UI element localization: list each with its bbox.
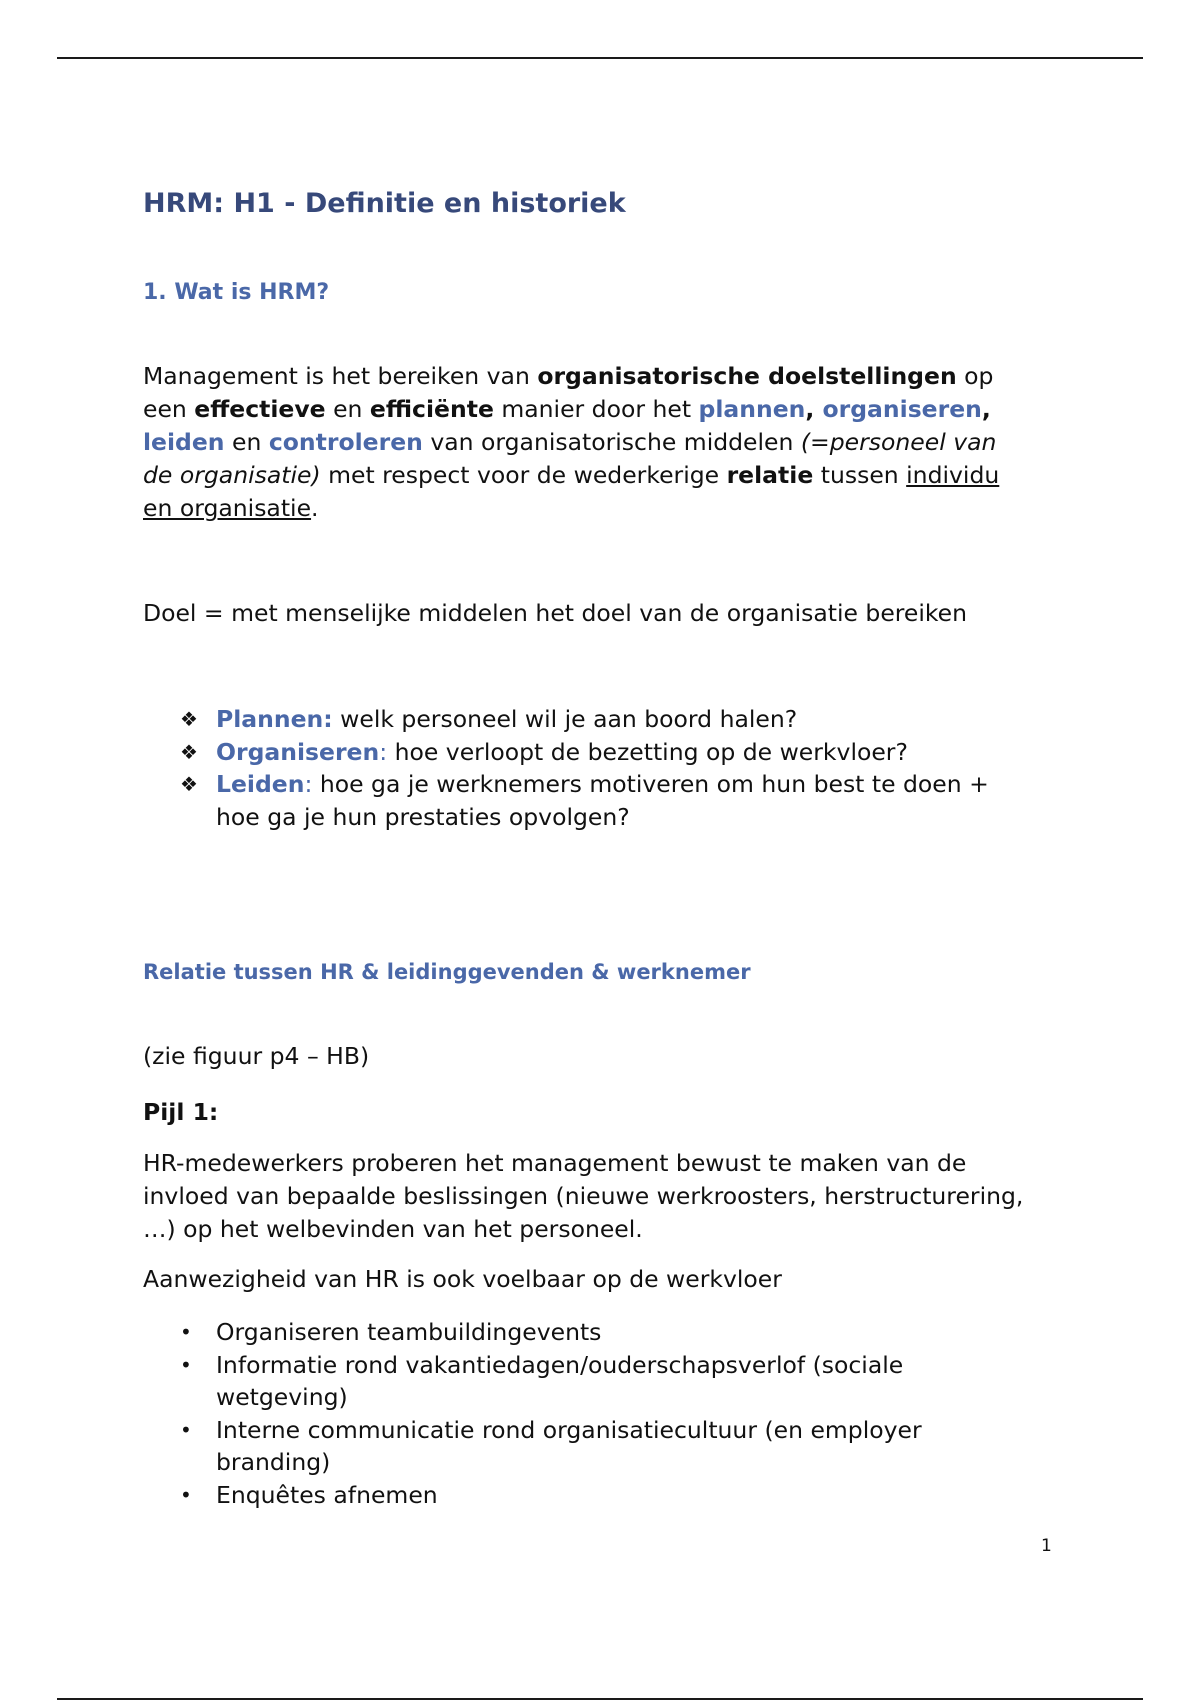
bold-term: relatie <box>726 461 814 489</box>
function-description: hoe ga je werknemers motiveren om hun best te doen + <box>312 770 989 798</box>
bullet-icon: • <box>180 1417 192 1442</box>
definition-paragraph <box>143 360 1063 525</box>
goal-statement: Doel = met menselijke middelen het doel van de organisatie bereiken <box>143 599 968 627</box>
function-term: Plannen: <box>216 705 333 733</box>
function-term: Organiseren <box>216 737 380 766</box>
underlined-run: individu <box>906 461 1000 489</box>
definition-line-4 <box>143 459 1063 492</box>
list-item <box>180 1414 922 1479</box>
list-item-continuation: wetgeving) <box>216 1383 348 1411</box>
bold-term: organisatorische doelstellingen <box>537 362 957 390</box>
underlined-run: en organisatie <box>143 494 312 522</box>
list-item <box>180 703 989 736</box>
text-run: Management is het bereiken van <box>143 362 538 390</box>
list-item <box>180 1479 922 1512</box>
text-run: met respect voor de wederkerige <box>320 461 727 489</box>
list-item-line <box>216 703 989 736</box>
definition-line-1 <box>143 360 1063 393</box>
header-rule <box>57 57 1143 59</box>
bullet-icon: • <box>180 1320 192 1344</box>
page-title: HRM: H1 - Definitie en historiek <box>143 188 626 219</box>
section-heading: 1. Wat is HRM? <box>143 280 330 305</box>
diamond-bullet-icon: ❖ <box>180 707 198 731</box>
list-item-line <box>216 768 989 801</box>
text-run: : <box>304 770 313 798</box>
subsection-heading: Relatie tussen HR & leidinggevenden & werknemer <box>143 960 751 984</box>
list-item-line: Interne communicatie rond organisatiecultuur (en employer <box>216 1415 922 1444</box>
text-run: van organisatorische middelen <box>422 428 801 456</box>
accent-term: leiden <box>143 428 225 456</box>
italic-run: de organisatie) <box>143 461 321 489</box>
function-description: hoe verloopt de bezetting op de werkvloer? <box>387 737 908 766</box>
function-description: welk personeel wil je aan boord halen? <box>332 705 798 733</box>
italic-run: (=personeel van <box>800 428 997 456</box>
text-run: : <box>379 737 388 766</box>
text-run: , <box>981 395 991 423</box>
functions-list <box>180 703 989 833</box>
list-item <box>180 1349 922 1414</box>
list-item <box>180 1316 922 1349</box>
hr-activities-list <box>180 1316 922 1511</box>
accent-term: controleren <box>268 428 423 456</box>
list-item-line: Enquêtes afnemen <box>216 1480 438 1509</box>
text-run: , <box>805 395 823 423</box>
accent-term: organiseren <box>822 395 982 423</box>
list-item-line: Informatie rond vakantiedagen/ouderschapsverlof (sociale <box>216 1350 904 1379</box>
hr-presence-statement: Aanwezigheid van HR is ook voelbaar op de werkvloer <box>143 1265 782 1293</box>
text-run: en <box>224 428 269 456</box>
list-item <box>180 768 989 833</box>
text-run: een <box>143 395 195 423</box>
list-item <box>180 736 989 769</box>
text-run: . <box>311 494 319 522</box>
figure-reference: (zie figuur p4 – HB) <box>143 1042 370 1070</box>
list-item-continuation: branding) <box>216 1448 331 1476</box>
diamond-bullet-icon: ❖ <box>180 739 198 764</box>
diamond-bullet-icon: ❖ <box>180 772 198 796</box>
bold-term: efficiënte <box>369 395 494 423</box>
text-run: en <box>325 395 370 423</box>
paragraph-line: HR-medewerkers proberen het management bewust te maken van de <box>143 1149 967 1177</box>
list-item-line: Organiseren teambuildingevents <box>216 1318 602 1346</box>
arrow-label: Pijl 1: <box>143 1098 219 1126</box>
text-run: op <box>956 362 994 390</box>
list-item-line <box>216 736 989 769</box>
definition-line-5 <box>143 492 1063 525</box>
list-item-continuation: hoe ga je hun prestaties opvolgen? <box>216 802 630 831</box>
arrow-description <box>143 1147 1023 1246</box>
paragraph-line: invloed van bepaalde beslissingen (nieuwe werkroosters, herstructurering, <box>143 1182 1024 1210</box>
function-term: Leiden <box>216 770 305 798</box>
bold-term: effectieve <box>194 395 326 423</box>
page-number: 1 <box>1041 1536 1052 1556</box>
accent-term: plannen <box>698 395 806 423</box>
definition-line-3 <box>143 426 1063 459</box>
text-run: tussen <box>813 461 907 489</box>
paragraph-line: …) op het welbevinden van het personeel. <box>143 1215 643 1243</box>
bullet-icon: • <box>180 1352 192 1377</box>
definition-line-2 <box>143 393 1063 426</box>
text-run: manier door het <box>493 395 699 423</box>
bullet-icon: • <box>180 1482 192 1507</box>
